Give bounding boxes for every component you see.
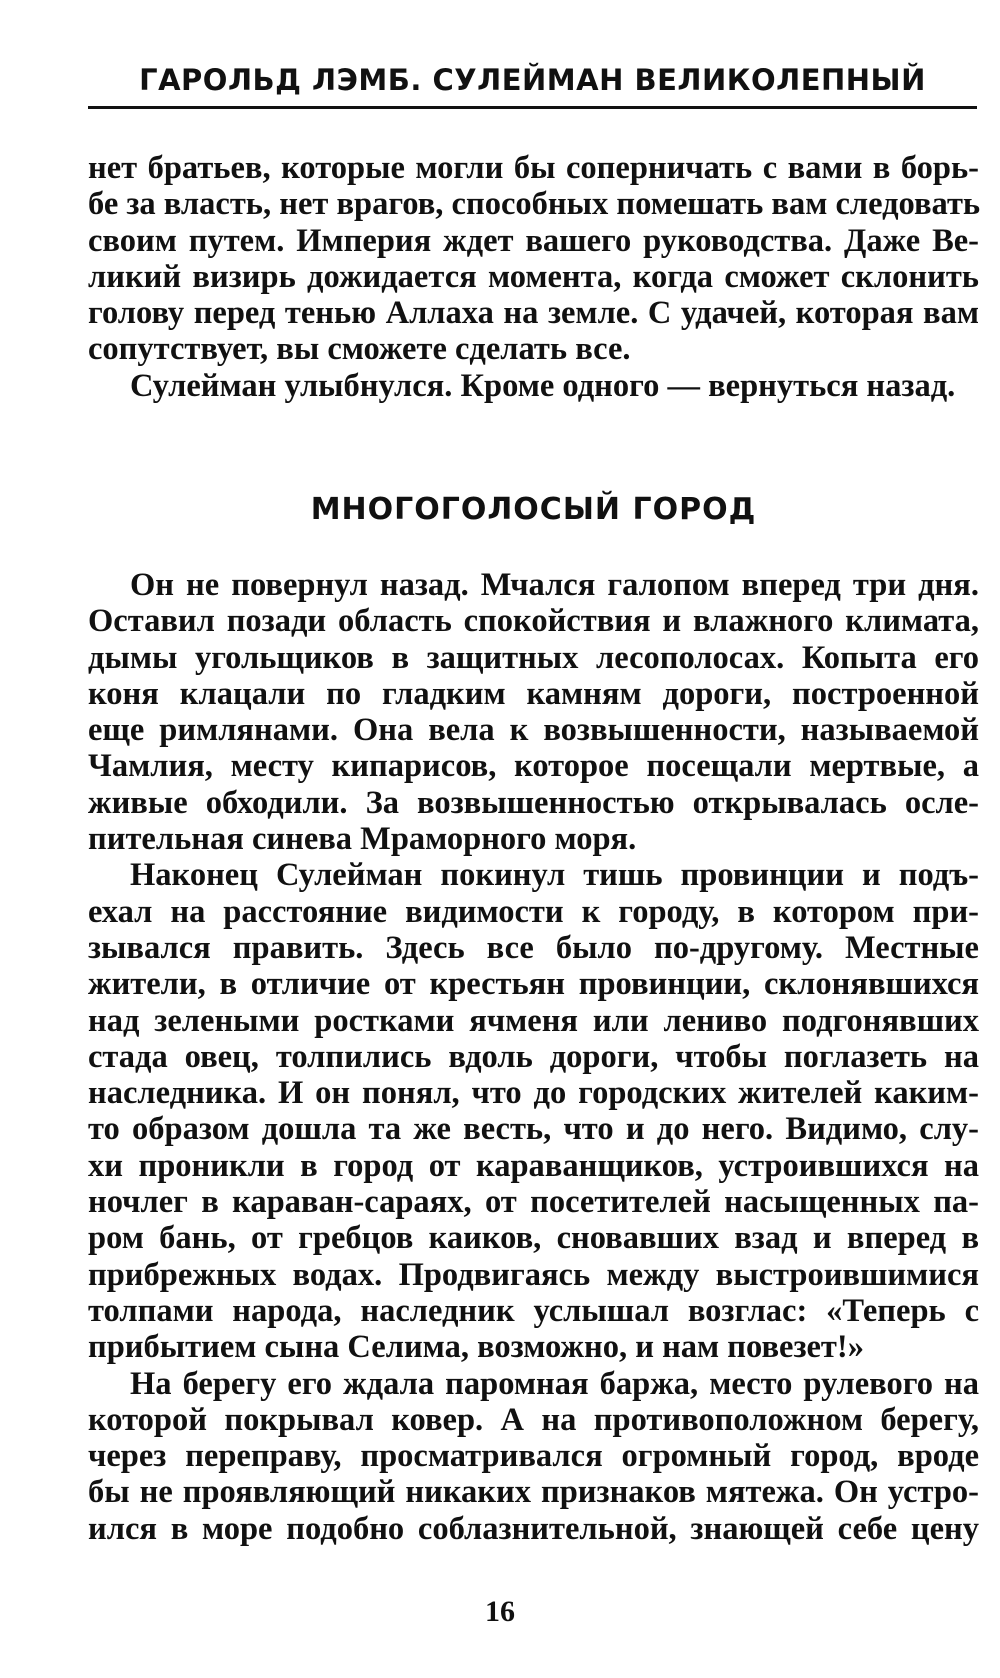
text-line: зывался править. Здесь все было по-другому. Местные xyxy=(88,929,979,966)
text-line: прибрежных водах. Продвигаясь между выстроившимися xyxy=(88,1256,979,1293)
text-line: Наконец Сулейман покинул тишь провинции и подъ- xyxy=(130,857,979,894)
text-line: Сулейман улыбнулся. Кроме одного — вернуться назад. xyxy=(130,367,956,404)
text-line: бы не проявляющий никаких признаков мятежа. Он устро- xyxy=(88,1474,979,1511)
text-line: сопутствует, вы сможете сделать все. xyxy=(88,331,631,368)
text-line: которой покрывал ковер. А на противоположном берегу, xyxy=(88,1401,979,1438)
text-line: коня клацали по гладким камням дороги, построенной xyxy=(88,675,979,712)
top-paragraphs xyxy=(88,150,979,404)
text-line: ехал на расстояние видимости к городу, в котором при- xyxy=(88,893,979,930)
text-line: На берегу его ждала паромная баржа, место рулевого на xyxy=(130,1365,979,1402)
text-line: над зелеными ростками ячменя или лениво подгонявших xyxy=(88,1002,979,1039)
text-line: еще римлянами. Она вела к возвышенности, называемой xyxy=(88,712,979,749)
text-line: Он не повернул назад. Мчался галопом вперед три дня. xyxy=(130,567,979,603)
main-paragraphs xyxy=(88,567,979,1547)
text-line: прибытием сына Селима, возможно, и нам повезет!» xyxy=(88,1329,864,1366)
text-line: стада овец, толпились вдоль дороги, чтобы поглазеть на xyxy=(88,1038,979,1075)
text-line: дымы угольщиков в защитных лесополосах. Копыта его xyxy=(88,639,979,676)
text-line: голову перед тенью Аллаха на земле. С удачей, которая вам xyxy=(88,295,979,332)
text-line: то образом дошла та же весть, что и до него. Видимо, слу- xyxy=(88,1111,979,1148)
text-line: Оставил позади область спокойствия и влажного климата, xyxy=(88,603,979,640)
section-title: МНОГОГОЛОСЫЙ ГОРОД xyxy=(310,492,757,527)
header-rule xyxy=(88,106,977,109)
text-line: жители, в отличие от крестьян провинции, склонявшихся xyxy=(88,966,979,1003)
text-line: своим путем. Империя ждет вашего руководства. Даже Ве- xyxy=(88,222,979,259)
text-line: через переправу, просматривался огромный город, вроде xyxy=(88,1438,979,1475)
text-line: бе за власть, нет врагов, способных помешать вам следовать xyxy=(88,186,981,223)
text-line: ром бань, от гребцов каиков, сновавших взад и вперед в xyxy=(88,1220,979,1257)
text-line: ился в море подобно соблазнительной, знающей себе цену xyxy=(88,1510,979,1547)
text-line: наследника. И он понял, что до городских жителей каким- xyxy=(88,1075,979,1112)
running-header: ГАРОЛЬД ЛЭМБ. СУЛЕЙМАН ВЕЛИКОЛЕПНЫЙ xyxy=(139,63,926,97)
text-line: хи проникли в город от караванщиков, устроившихся на xyxy=(88,1147,979,1184)
text-line: ликий визирь дожидается момента, когда сможет склонить xyxy=(88,258,979,295)
page-number: 16 xyxy=(485,1595,515,1628)
text-line: живые обходили. За возвышенностью открывалась осле- xyxy=(88,784,979,821)
text-line: ночлег в караван-сараях, от посетителей насыщенных па- xyxy=(88,1184,979,1221)
text-line: пительная синева Мраморного моря. xyxy=(88,821,637,858)
text-line: Чамлия, месту кипарисов, которое посещали мертвые, а xyxy=(88,748,979,785)
text-line: нет братьев, которые могли бы соперничать с вами в борь- xyxy=(88,150,979,186)
text-line: толпами народа, наследник услышал возглас: «Теперь с xyxy=(88,1292,979,1329)
